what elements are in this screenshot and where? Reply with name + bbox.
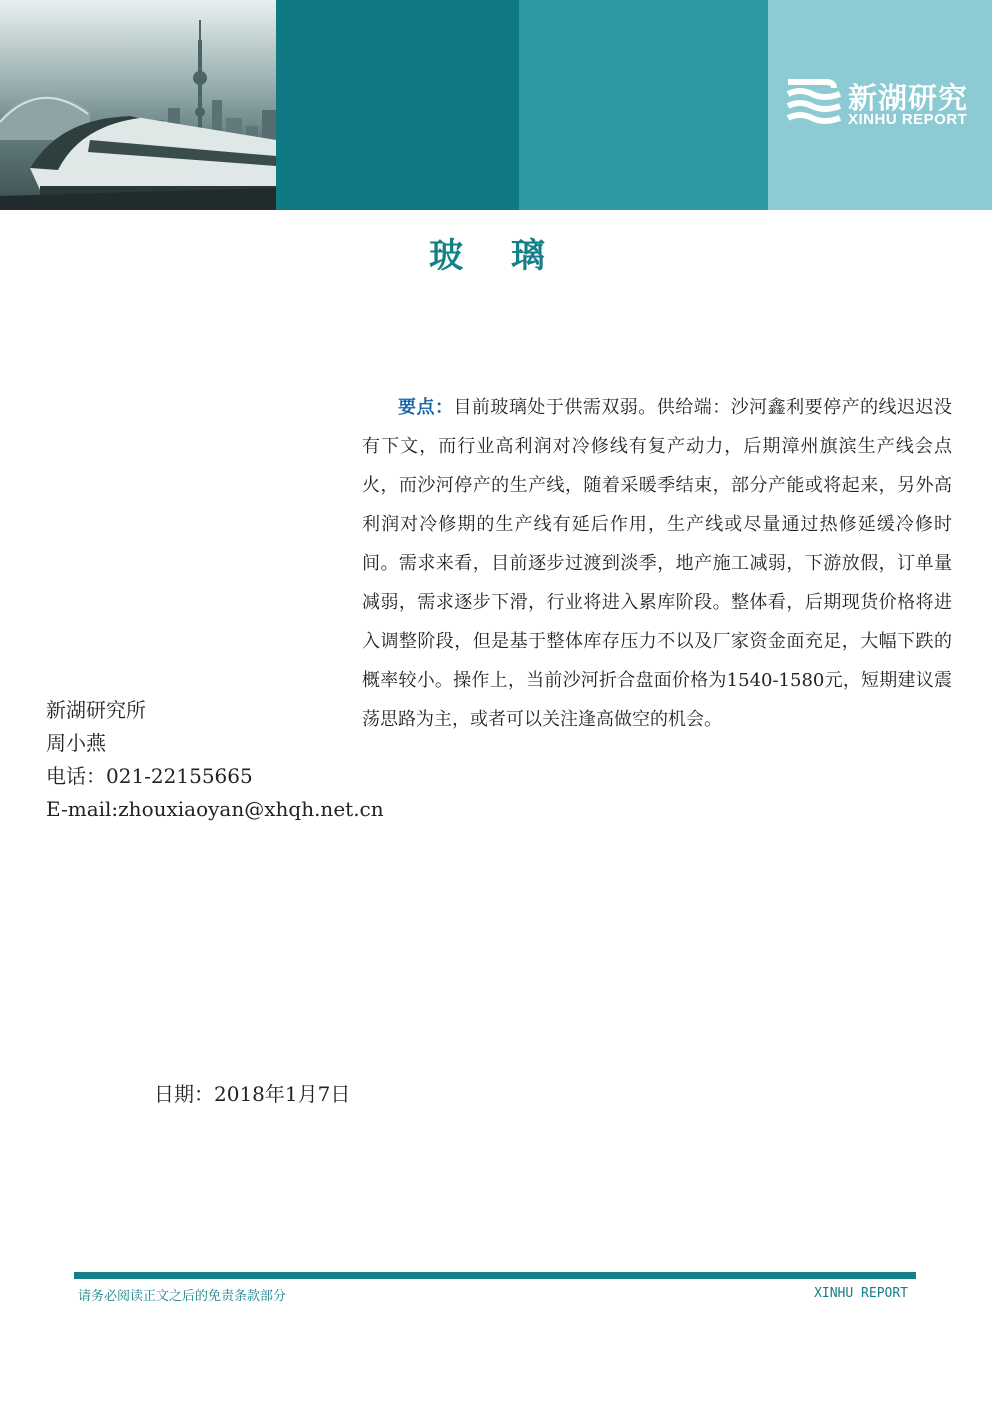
footer-divider [74, 1272, 916, 1279]
footer-disclaimer: 请务必阅读正文之后的免责条款部分 [78, 1289, 287, 1304]
key-points-label: 要点： [398, 397, 454, 418]
author-block [46, 694, 384, 826]
maglev-skyline-illustration [0, 0, 276, 210]
key-points-text: 目前玻璃处于供需双弱。供给端：沙河鑫利要停产的线迟迟没有下文，而行业高利润对冷修线有复产动力，后期漳州旗滨生产线会点火，而沙河停产的生产线，随着采暖季结束，部分产能或将起来，另外高利润对冷修期的生产线有延后作用，生产线或尽量通过热修延缓冷修时间。需求来看，目前逐步过渡到淡季，地产施工减弱，下游放假，订单量减弱，需求逐步下滑，行业将进入累库阶段。整体看，后期现货价格将进入调整阶段，但是基于整体库存压力不以及厂家资金面充足，大幅下跌的概率较小。操作上，当前沙河折合盘面价格为1540-1580元，短期建议震荡思路为主，或者可以关注逢高做空的机会。 [362, 397, 953, 730]
author-email: E-mail:zhouxiaoyan@xhqh.net.cn [46, 797, 384, 821]
header-banner [0, 0, 992, 210]
header-band-mid [519, 0, 768, 210]
report-date: 日期：2018年1月7日 [154, 1082, 351, 1106]
logo-chinese-text: 新湖研究 [848, 81, 969, 115]
author-phone: 电话：021-22155665 [46, 764, 253, 788]
report-title: 玻 璃 [429, 236, 563, 276]
author-name: 周小燕 [46, 731, 106, 755]
key-points-paragraph [362, 388, 952, 739]
header-band-dark [276, 0, 519, 210]
xinhu-wave-logo-icon [786, 74, 842, 128]
author-organization: 新湖研究所 [46, 698, 146, 722]
logo-english-text: XINHU REPORT [848, 111, 968, 128]
footer-brand: XINHU REPORT [814, 1286, 908, 1301]
header-photo-maglev-train [0, 0, 276, 210]
xinhu-logo [786, 74, 986, 130]
